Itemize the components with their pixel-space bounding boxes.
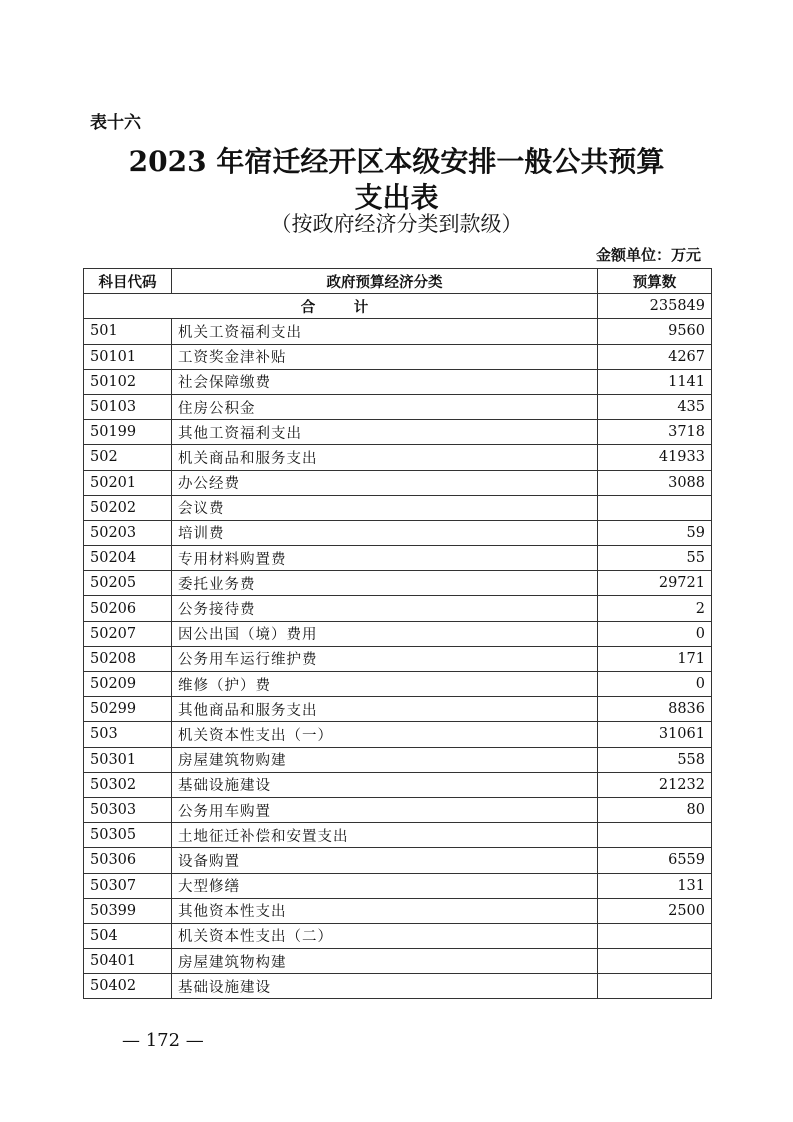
row-code: 50399	[84, 898, 172, 923]
row-amount: 4267	[598, 344, 712, 369]
row-code: 50402	[84, 974, 172, 999]
row-amount: 31061	[598, 722, 712, 747]
budget-table	[83, 268, 712, 999]
row-amount: 3088	[598, 470, 712, 495]
row-amount: 41933	[598, 445, 712, 470]
table-row	[84, 369, 712, 394]
table-row	[84, 571, 712, 596]
row-amount: 171	[598, 646, 712, 671]
row-code: 50401	[84, 949, 172, 974]
table-row	[84, 797, 712, 822]
row-amount	[598, 495, 712, 520]
row-amount: 80	[598, 797, 712, 822]
table-row	[84, 470, 712, 495]
table-number: 表十六	[90, 113, 141, 133]
row-category: 专用材料购置费	[172, 546, 598, 571]
table-row	[84, 445, 712, 470]
row-category: 培训费	[172, 520, 598, 545]
row-code: 50202	[84, 495, 172, 520]
table-row	[84, 672, 712, 697]
row-category: 其他工资福利支出	[172, 420, 598, 445]
row-code: 502	[84, 445, 172, 470]
row-amount: 9560	[598, 319, 712, 344]
row-category: 公务接待费	[172, 596, 598, 621]
row-amount: 29721	[598, 571, 712, 596]
row-code: 504	[84, 923, 172, 948]
row-code: 50302	[84, 772, 172, 797]
table-row	[84, 898, 712, 923]
row-code: 50208	[84, 646, 172, 671]
row-category: 委托业务费	[172, 571, 598, 596]
row-amount	[598, 823, 712, 848]
row-category: 办公经费	[172, 470, 598, 495]
row-category: 机关资本性支出（一）	[172, 722, 598, 747]
table-row	[84, 546, 712, 571]
row-category: 社会保障缴费	[172, 369, 598, 394]
row-category: 机关资本性支出（二）	[172, 923, 598, 948]
row-amount: 0	[598, 672, 712, 697]
table-row	[84, 420, 712, 445]
table-row	[84, 974, 712, 999]
row-category: 因公出国（境）费用	[172, 621, 598, 646]
row-amount: 55	[598, 546, 712, 571]
table-row	[84, 495, 712, 520]
table-row	[84, 848, 712, 873]
total-row	[84, 294, 712, 319]
row-amount: 131	[598, 873, 712, 898]
row-code: 50305	[84, 823, 172, 848]
header-category: 政府预算经济分类	[172, 269, 598, 294]
table-row	[84, 873, 712, 898]
table-row	[84, 747, 712, 772]
amount-unit-note: 金额单位：万元	[595, 246, 701, 264]
row-code: 50201	[84, 470, 172, 495]
table-row	[84, 621, 712, 646]
row-category: 住房公积金	[172, 394, 598, 419]
table-row	[84, 697, 712, 722]
row-category: 土地征迁补偿和安置支出	[172, 823, 598, 848]
row-category: 房屋建筑物构建	[172, 949, 598, 974]
table-row	[84, 923, 712, 948]
row-category: 大型修缮	[172, 873, 598, 898]
row-category: 会议费	[172, 495, 598, 520]
header-amount: 预算数	[598, 269, 712, 294]
row-amount	[598, 923, 712, 948]
table-row	[84, 949, 712, 974]
row-code: 50204	[84, 546, 172, 571]
row-code: 501	[84, 319, 172, 344]
row-code: 50307	[84, 873, 172, 898]
row-category: 基础设施建设	[172, 974, 598, 999]
row-code: 50206	[84, 596, 172, 621]
row-code: 503	[84, 722, 172, 747]
row-amount: 8836	[598, 697, 712, 722]
document-title-line2: 支出表	[354, 181, 439, 214]
row-amount: 435	[598, 394, 712, 419]
table-row	[84, 596, 712, 621]
table-row	[84, 646, 712, 671]
row-category: 工资奖金津补贴	[172, 344, 598, 369]
document-title-line1: 2023 年宿迁经开区本级安排一般公共预算	[128, 145, 665, 178]
row-amount: 6559	[598, 848, 712, 873]
row-category: 维修（护）费	[172, 672, 598, 697]
row-code: 50101	[84, 344, 172, 369]
row-amount: 59	[598, 520, 712, 545]
row-amount: 2500	[598, 898, 712, 923]
row-code: 50306	[84, 848, 172, 873]
table-row	[84, 344, 712, 369]
document-subtitle: （按政府经济分类到款级）	[270, 212, 523, 236]
row-category: 房屋建筑物购建	[172, 747, 598, 772]
row-category: 其他资本性支出	[172, 898, 598, 923]
row-code: 50203	[84, 520, 172, 545]
row-code: 50199	[84, 420, 172, 445]
total-label: 合 计	[84, 294, 598, 319]
header-code: 科目代码	[84, 269, 172, 294]
table-row	[84, 823, 712, 848]
row-amount: 558	[598, 747, 712, 772]
row-amount: 3718	[598, 420, 712, 445]
row-amount: 21232	[598, 772, 712, 797]
row-category: 公务用车运行维护费	[172, 646, 598, 671]
table-row	[84, 319, 712, 344]
row-code: 50205	[84, 571, 172, 596]
row-code: 50301	[84, 747, 172, 772]
table-header-row	[84, 269, 712, 294]
row-code: 50103	[84, 394, 172, 419]
row-category: 基础设施建设	[172, 772, 598, 797]
row-code: 50303	[84, 797, 172, 822]
row-category: 机关工资福利支出	[172, 319, 598, 344]
row-amount	[598, 974, 712, 999]
row-amount: 2	[598, 596, 712, 621]
row-category: 公务用车购置	[172, 797, 598, 822]
row-amount: 1141	[598, 369, 712, 394]
row-category: 其他商品和服务支出	[172, 697, 598, 722]
page-number: — 172 —	[122, 1030, 204, 1051]
row-code: 50209	[84, 672, 172, 697]
row-category: 机关商品和服务支出	[172, 445, 598, 470]
row-amount: 0	[598, 621, 712, 646]
row-code: 50207	[84, 621, 172, 646]
total-amount: 235849	[598, 294, 712, 319]
row-code: 50102	[84, 369, 172, 394]
row-category: 设备购置	[172, 848, 598, 873]
table-row	[84, 394, 712, 419]
table-row	[84, 722, 712, 747]
table-row	[84, 772, 712, 797]
row-amount	[598, 949, 712, 974]
table-row	[84, 520, 712, 545]
row-code: 50299	[84, 697, 172, 722]
